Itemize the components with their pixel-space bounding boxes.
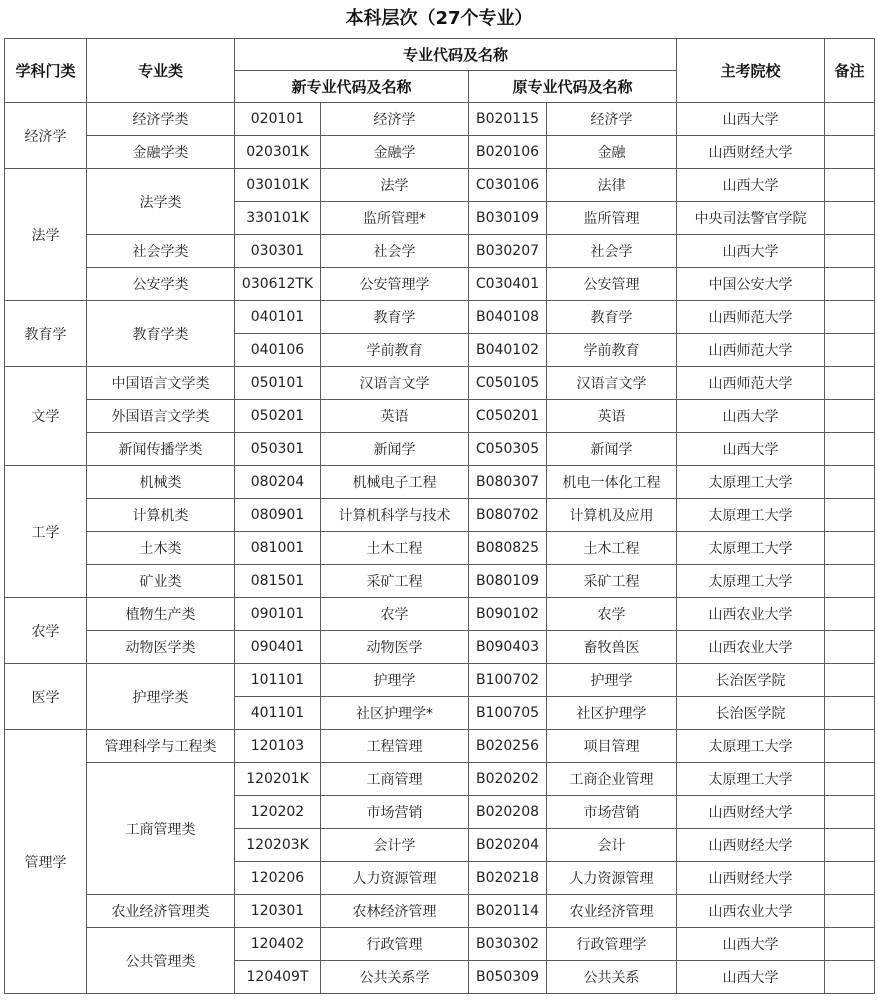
old-name-cell: 项目管理 [547,730,677,763]
discipline-cell: 医学 [5,664,87,730]
new-name-cell: 工商管理 [321,763,469,796]
new-code-cell: 030612TK [235,268,321,301]
discipline-cell: 工学 [5,466,87,598]
major-class-cell: 机械类 [87,466,235,499]
remark-cell [825,103,875,136]
old-code-cell: B020106 [469,136,547,169]
old-name-cell: 公共关系 [547,961,677,994]
remark-cell [825,763,875,796]
new-code-cell: 020301K [235,136,321,169]
new-code-cell: 120301 [235,895,321,928]
school-cell: 山西大学 [677,961,825,994]
school-cell: 山西农业大学 [677,631,825,664]
old-code-cell: B020202 [469,763,547,796]
old-name-cell: 工商企业管理 [547,763,677,796]
new-name-cell: 经济学 [321,103,469,136]
major-class-cell: 金融学类 [87,136,235,169]
new-name-cell: 采矿工程 [321,565,469,598]
new-code-cell: 081001 [235,532,321,565]
new-code-cell: 081501 [235,565,321,598]
old-code-cell: C050105 [469,367,547,400]
old-code-cell: B030302 [469,928,547,961]
new-name-cell: 社会学 [321,235,469,268]
old-name-cell: 农业经济管理 [547,895,677,928]
new-name-cell: 公安管理学 [321,268,469,301]
old-code-cell: B040108 [469,301,547,334]
table-row [5,433,875,466]
old-name-cell: 行政管理学 [547,928,677,961]
old-name-cell: 英语 [547,400,677,433]
table-row [5,664,875,697]
header-remark: 备注 [825,39,875,103]
school-cell: 中央司法警官学院 [677,202,825,235]
school-cell: 山西农业大学 [677,895,825,928]
school-cell: 太原理工大学 [677,565,825,598]
school-cell: 山西大学 [677,235,825,268]
remark-cell [825,235,875,268]
major-class-cell: 新闻传播学类 [87,433,235,466]
table-row [5,499,875,532]
major-class-cell: 管理科学与工程类 [87,730,235,763]
school-cell: 山西农业大学 [677,598,825,631]
new-name-cell: 社区护理学* [321,697,469,730]
school-cell: 山西师范大学 [677,334,825,367]
table-row [5,631,875,664]
major-class-cell: 矿业类 [87,565,235,598]
new-name-cell: 行政管理 [321,928,469,961]
remark-cell [825,202,875,235]
old-code-cell: B080109 [469,565,547,598]
discipline-cell: 经济学 [5,103,87,169]
old-code-cell: B100705 [469,697,547,730]
new-name-cell: 法学 [321,169,469,202]
discipline-cell: 管理学 [5,730,87,994]
new-name-cell: 计算机科学与技术 [321,499,469,532]
old-name-cell: 采矿工程 [547,565,677,598]
old-code-cell: B090102 [469,598,547,631]
table-row [5,466,875,499]
new-code-cell: 120201K [235,763,321,796]
table-row [5,598,875,631]
major-class-cell: 法学类 [87,169,235,235]
remark-cell [825,301,875,334]
old-name-cell: 学前教育 [547,334,677,367]
header-major-class: 专业类 [87,39,235,103]
remark-cell [825,334,875,367]
table-row [5,136,875,169]
old-code-cell: C030401 [469,268,547,301]
old-code-cell: C050305 [469,433,547,466]
old-name-cell: 公安管理 [547,268,677,301]
new-name-cell: 工程管理 [321,730,469,763]
old-name-cell: 土木工程 [547,532,677,565]
major-class-cell: 护理学类 [87,664,235,730]
major-class-cell: 公共管理类 [87,928,235,994]
school-cell: 太原理工大学 [677,466,825,499]
major-class-cell: 中国语言文学类 [87,367,235,400]
new-name-cell: 金融学 [321,136,469,169]
old-name-cell: 教育学 [547,301,677,334]
old-code-cell: B030207 [469,235,547,268]
remark-cell [825,499,875,532]
major-class-cell: 土木类 [87,532,235,565]
new-name-cell: 教育学 [321,301,469,334]
header-discipline: 学科门类 [5,39,87,103]
old-name-cell: 法律 [547,169,677,202]
school-cell: 山西财经大学 [677,136,825,169]
table-row [5,928,875,961]
page-title: 本科层次（27个专业） [345,8,533,29]
school-cell: 太原理工大学 [677,763,825,796]
old-code-cell: C030106 [469,169,547,202]
new-code-cell: 330101K [235,202,321,235]
school-cell: 山西财经大学 [677,796,825,829]
old-name-cell: 畜牧兽医 [547,631,677,664]
new-name-cell: 人力资源管理 [321,862,469,895]
new-code-cell: 080901 [235,499,321,532]
old-code-cell: B020114 [469,895,547,928]
old-name-cell: 社区护理学 [547,697,677,730]
old-code-cell: B020208 [469,796,547,829]
remark-cell [825,433,875,466]
new-code-cell: 030101K [235,169,321,202]
old-code-cell: B080825 [469,532,547,565]
school-cell: 长治医学院 [677,697,825,730]
school-cell: 山西大学 [677,103,825,136]
old-name-cell: 汉语言文学 [547,367,677,400]
discipline-cell: 法学 [5,169,87,301]
old-code-cell: B040102 [469,334,547,367]
table-row [5,763,875,796]
new-name-cell: 农林经济管理 [321,895,469,928]
new-name-cell: 英语 [321,400,469,433]
table-row [5,169,875,202]
old-name-cell: 经济学 [547,103,677,136]
old-name-cell: 机电一体化工程 [547,466,677,499]
old-code-cell: B080702 [469,499,547,532]
remark-cell [825,796,875,829]
new-name-cell: 土木工程 [321,532,469,565]
school-cell: 太原理工大学 [677,499,825,532]
old-name-cell: 社会学 [547,235,677,268]
new-code-cell: 020101 [235,103,321,136]
school-cell: 太原理工大学 [677,730,825,763]
remark-cell [825,862,875,895]
remark-cell [825,961,875,994]
new-code-cell: 120402 [235,928,321,961]
school-cell: 山西大学 [677,433,825,466]
new-name-cell: 公共关系学 [321,961,469,994]
new-name-cell: 动物医学 [321,631,469,664]
new-name-cell: 监所管理* [321,202,469,235]
old-code-cell: B050309 [469,961,547,994]
remark-cell [825,928,875,961]
new-code-cell: 120206 [235,862,321,895]
majors-table-body [5,103,875,994]
major-class-cell: 经济学类 [87,103,235,136]
new-name-cell: 市场营销 [321,796,469,829]
header-school: 主考院校 [677,39,825,103]
major-class-cell: 农业经济管理类 [87,895,235,928]
remark-cell [825,169,875,202]
table-row [5,103,875,136]
remark-cell [825,598,875,631]
remark-cell [825,631,875,664]
new-code-cell: 050101 [235,367,321,400]
school-cell: 长治医学院 [677,664,825,697]
new-code-cell: 040106 [235,334,321,367]
school-cell: 山西师范大学 [677,301,825,334]
remark-cell [825,466,875,499]
old-name-cell: 人力资源管理 [547,862,677,895]
old-code-cell: B020115 [469,103,547,136]
table-row [5,730,875,763]
major-class-cell: 教育学类 [87,301,235,367]
new-code-cell: 030301 [235,235,321,268]
major-class-cell: 工商管理类 [87,763,235,895]
old-code-cell: B080307 [469,466,547,499]
discipline-cell: 教育学 [5,301,87,367]
new-code-cell: 090401 [235,631,321,664]
new-code-cell: 050301 [235,433,321,466]
remark-cell [825,697,875,730]
new-code-cell: 401101 [235,697,321,730]
table-row [5,895,875,928]
new-code-cell: 120409T [235,961,321,994]
remark-cell [825,268,875,301]
school-cell: 山西大学 [677,928,825,961]
remark-cell [825,136,875,169]
new-name-cell: 会计学 [321,829,469,862]
header-old-code-name: 原专业代码及名称 [469,71,677,103]
remark-cell [825,532,875,565]
remark-cell [825,730,875,763]
new-code-cell: 120202 [235,796,321,829]
remark-cell [825,829,875,862]
table-row [5,400,875,433]
header-row [5,39,875,71]
new-name-cell: 汉语言文学 [321,367,469,400]
new-code-cell: 090101 [235,598,321,631]
school-cell: 太原理工大学 [677,532,825,565]
school-cell: 中国公安大学 [677,268,825,301]
table-row [5,268,875,301]
school-cell: 山西大学 [677,169,825,202]
remark-cell [825,367,875,400]
old-name-cell: 市场营销 [547,796,677,829]
new-code-cell: 101101 [235,664,321,697]
old-name-cell: 农学 [547,598,677,631]
table-row [5,565,875,598]
old-code-cell: B020256 [469,730,547,763]
new-name-cell: 新闻学 [321,433,469,466]
remark-cell [825,895,875,928]
old-code-cell: C050201 [469,400,547,433]
new-name-cell: 机械电子工程 [321,466,469,499]
new-code-cell: 080204 [235,466,321,499]
table-row [5,532,875,565]
school-cell: 山西财经大学 [677,829,825,862]
old-name-cell: 金融 [547,136,677,169]
old-name-cell: 计算机及应用 [547,499,677,532]
old-code-cell: B030109 [469,202,547,235]
old-name-cell: 新闻学 [547,433,677,466]
old-code-cell: B100702 [469,664,547,697]
remark-cell [825,664,875,697]
new-code-cell: 120103 [235,730,321,763]
table-row [5,301,875,334]
new-name-cell: 农学 [321,598,469,631]
header-new-code-name: 新专业代码及名称 [235,71,469,103]
new-name-cell: 学前教育 [321,334,469,367]
school-cell: 山西大学 [677,400,825,433]
remark-cell [825,565,875,598]
major-class-cell: 植物生产类 [87,598,235,631]
old-code-cell: B020218 [469,862,547,895]
majors-table [4,38,875,994]
major-class-cell: 计算机类 [87,499,235,532]
old-name-cell: 护理学 [547,664,677,697]
remark-cell [825,400,875,433]
old-code-cell: B090403 [469,631,547,664]
new-code-cell: 050201 [235,400,321,433]
old-name-cell: 监所管理 [547,202,677,235]
major-class-cell: 动物医学类 [87,631,235,664]
discipline-cell: 农学 [5,598,87,664]
header-code-name-group: 专业代码及名称 [235,39,677,71]
major-class-cell: 外国语言文学类 [87,400,235,433]
major-class-cell: 社会学类 [87,235,235,268]
new-name-cell: 护理学 [321,664,469,697]
major-class-cell: 公安学类 [87,268,235,301]
old-name-cell: 会计 [547,829,677,862]
school-cell: 山西师范大学 [677,367,825,400]
discipline-cell: 文学 [5,367,87,466]
old-code-cell: B020204 [469,829,547,862]
new-code-cell: 120203K [235,829,321,862]
new-code-cell: 040101 [235,301,321,334]
school-cell: 山西财经大学 [677,862,825,895]
table-row [5,235,875,268]
table-row [5,367,875,400]
